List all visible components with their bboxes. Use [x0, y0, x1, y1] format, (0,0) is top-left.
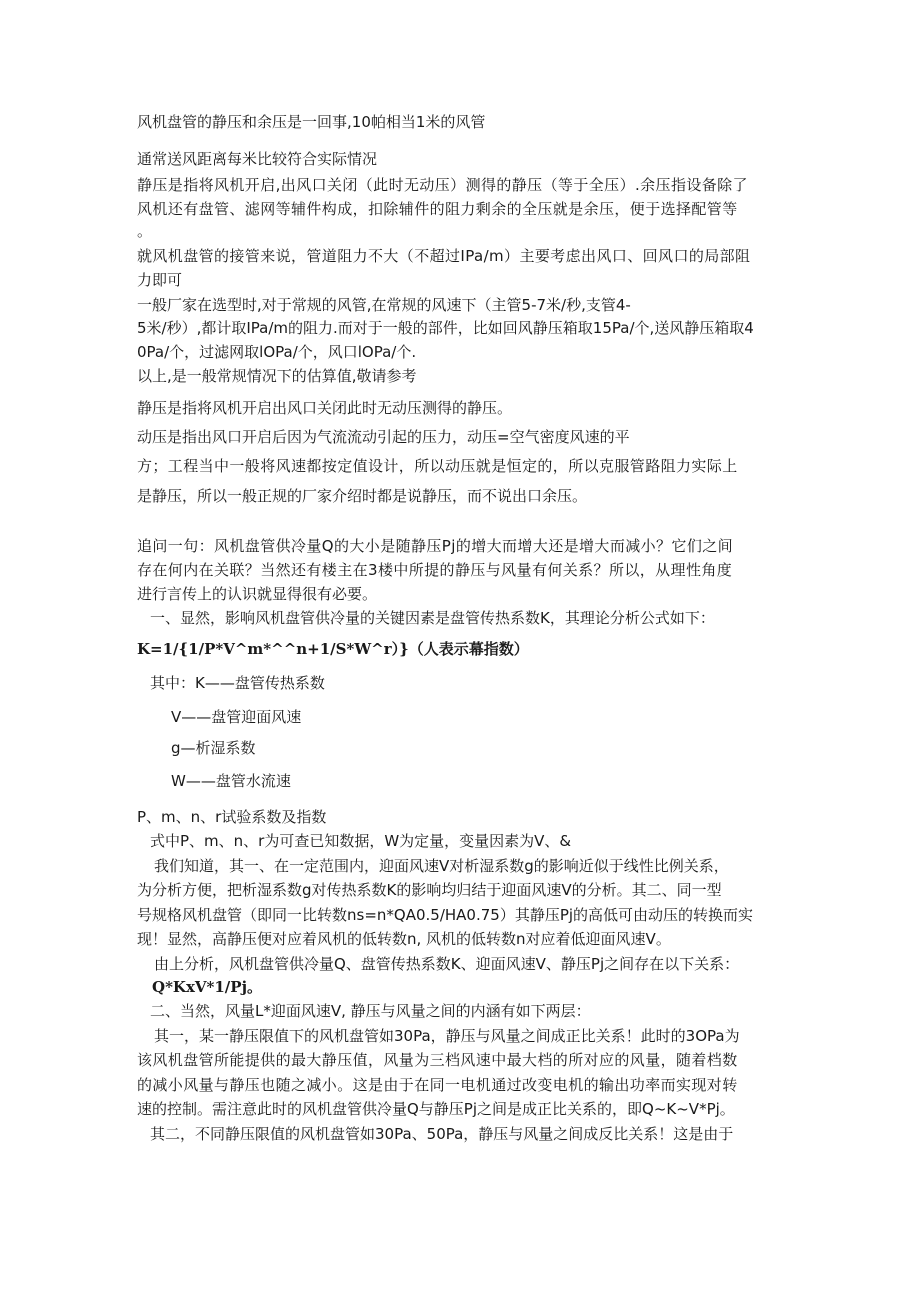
paragraph-line: 方；工程当中一般将风速都按定值设计，所以动压就是恒定的，所以克服管路阻力实际上 [137, 457, 738, 475]
paragraph-line: 静压是指将风机开启,出风口关闭（此时无动压）测得的静压（等于全压）.余压指设备除了 [137, 176, 748, 194]
paragraph-line: 0Pa/个，过滤网取lOPa/个，风口lOPa/个. [137, 343, 417, 361]
paragraph-line: 追问一句：风机盘管供冷量Q的大小是随静压Pj的增大而增大还是增大而减小？它们之间 [137, 537, 734, 555]
paragraph-line: 号规格风机盘管（即同一比转数ns=n*QA0.5/HA0.75）其静压Pj的高低可由动压的转换而实 [137, 906, 754, 924]
definition-line: 其中：K——盘管传热系数 [150, 674, 325, 692]
formula-line: K=1/{1/P*V^m*^^n+1/S*W^r）}（人表示幕指数） [137, 640, 529, 658]
paragraph-line: Q*KxV*1/Pj。 [152, 978, 262, 996]
definition-line: P、m、n、r试验系数及指数 [137, 808, 327, 826]
paragraph-line: 进行言传上的认识就显得很有必要。 [137, 585, 378, 603]
paragraph-line: 通常送风距离每米比较符合实际情况 [137, 150, 378, 168]
paragraph-line: 静压是指将风机开启出风口关闭此时无动压测得的静压。 [137, 399, 513, 417]
paragraph-line: 是静压，所以一般正规的厂家介绍时都是说静压，而不说出口余压。 [137, 487, 588, 505]
paragraph-line: 速的控制。需注意此时的风机盘管供冷量Q与静压Pj之间是成正比关系的，即Q~K~V*Pj。 [137, 1100, 735, 1118]
paragraph-line: 我们知道，其一、在一定范围内，迎面风速V对析湿系数g的影响近似于线性比例关系， [154, 857, 729, 875]
paragraph-line: 的减小风量与静压也随之减小。这是由于在同一电机通过改变电机的输出功率而实现对转 [137, 1076, 738, 1094]
definition-line: V——盘管迎面风速 [171, 708, 302, 726]
paragraph-line: 5米/秒）,都计取IPa/m的阻力.而对于一般的部件，比如回风静压箱取15Pa/个,送风静压箱取4 [137, 319, 754, 337]
paragraph-line: 由上分析，风机盘管供冷量Q、盘管传热系数K、迎面风速V、静压Pj之间存在以下关系： [154, 955, 740, 973]
paragraph-line: 为分析方便，把析湿系数g对传热系数K的影响均归结于迎面风速V的分析。其二、同一型 [137, 881, 722, 899]
paragraph-line: 其二，不同静压限值的风机盘管如30Pa、50Pa，静压与风量之间成反比关系！这是由于 [150, 1125, 734, 1143]
definition-line: W——盘管水流速 [171, 772, 291, 790]
paragraph-line: 存在何内在关联？当然还有楼主在3楼中所提的静压与风量有何关系？所以，从理性角度 [137, 561, 733, 579]
paragraph-line: 二、当然，风量L*迎面风速V, 静压与风量之间的内涵有如下两层： [150, 1002, 591, 1020]
paragraph-line: 其一，某一静压限值下的风机盘管如30Pa，静压与风量之间成正比关系！此时的3OPa为 [154, 1027, 740, 1045]
paragraph-line: 风机还有盘管、滤网等辅件构成，扣除辅件的阻力剩余的全压就是余压，便于选择配管等 [137, 200, 738, 218]
paragraph-line: 一般厂家在选型时,对于常规的风管,在常规的风速下（主管5-7米/秒,支管4- [137, 296, 631, 314]
paragraph-line: 动压是指出风口开启后因为气流流动引起的压力，动压=空气密度风速的平 [137, 428, 630, 446]
definition-line: g—析湿系数 [171, 739, 256, 757]
paragraph-line: 该风机盘管所能提供的最大静压值，风量为三档风速中最大档的所对应的风量，随着档数 [137, 1051, 738, 1069]
paragraph-line: 现！显然，高静压便对应着风机的低转数n, 风机的低转数n对应着低迎面风速V。 [137, 930, 671, 948]
paragraph-line: 式中P、m、n、r为可查已知数据，W为定量，变量因素为V、& [150, 832, 572, 850]
doc-title: 风机盘管的静压和余压是一回事,10帕相当1米的风管 [137, 113, 486, 131]
paragraph-line: 以上,是一般常规情况下的估算值,敬请参考 [137, 367, 417, 385]
paragraph-line: 一、显然，影响风机盘管供冷量的关键因素是盘管传热系数K，其理论分析公式如下： [150, 609, 715, 627]
paragraph-line: 力即可 [137, 271, 183, 289]
paragraph-line: 就风机盘管的接管来说，管道阻力不大（不超过IPa/m）主要考虑出风口、回风口的局部阻 [137, 247, 751, 265]
paragraph-line: 。 [137, 222, 153, 240]
